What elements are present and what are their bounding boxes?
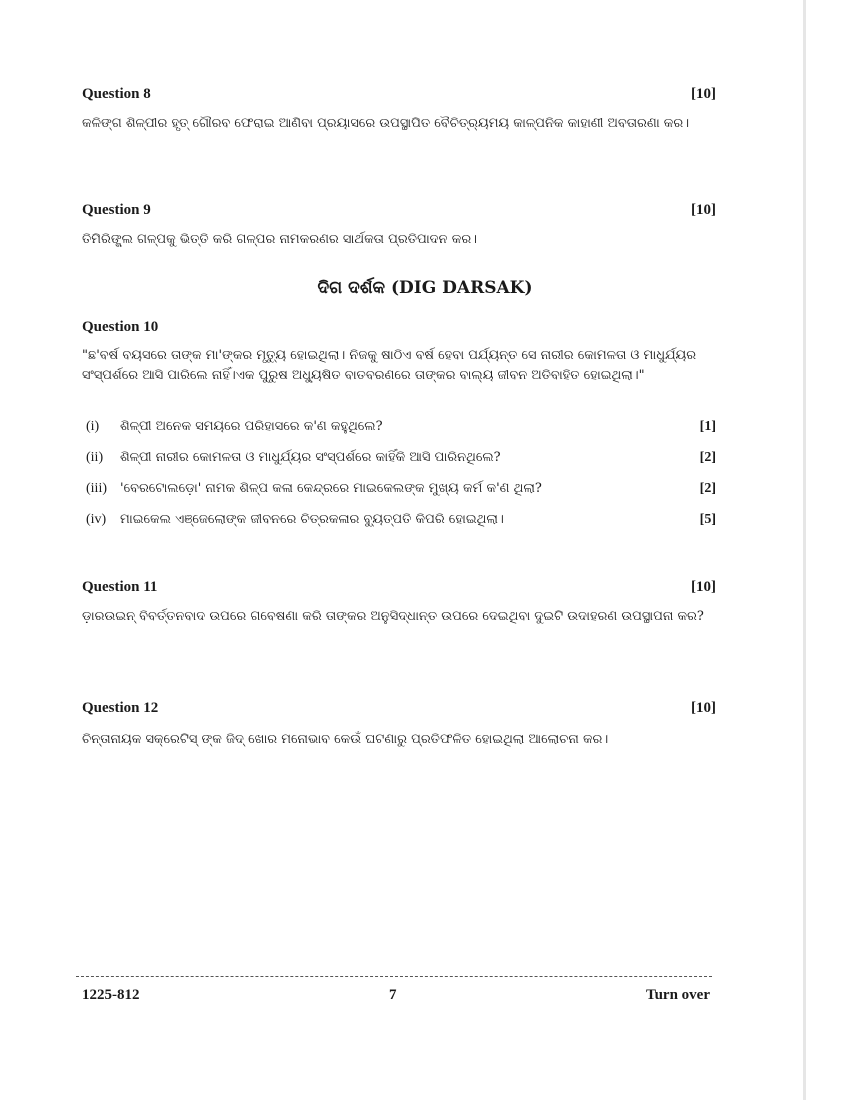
question-title: Question 8 bbox=[82, 86, 151, 102]
question-marks: [10] bbox=[691, 202, 716, 218]
question-9-text: ତିମିରିଙ୍ଗ୍ଲ ଗଳ୍ପକୁ ଭିତ୍ତି କରି ଗଳ୍ପର ନାମକରଣର ସାର୍ଥକତା ପ୍ରତିପାଦନ କର। bbox=[82, 232, 478, 247]
paper-code: 1225-812 bbox=[82, 987, 140, 1003]
question-marks: [10] bbox=[691, 579, 716, 595]
sub-question bbox=[86, 512, 716, 528]
question-title: Question 9 bbox=[82, 202, 151, 218]
sub-question-text: 'ବେରଟୋଲଡ଼ୋ' ନାମକ ଶିଳ୍ପ କଳା କେନ୍ଦ୍ରରେ ମାଇକେଲଙ୍କ ମୁଖ୍ୟ କର୍ମ କ'ଣ ଥିଲା? bbox=[120, 481, 542, 496]
question-11-text: ଡ଼ାରଉଇନ୍ ବିବର୍ତ୍ତନବାଦ ଉପରେ ଗବେଷଣା କରି ତାଙ୍କର ଅନୁସିଦ୍ଧାନ୍ତ ଉପରେ ଦେଇଥିବା ଦୁଇଟି ଉଦାହରଣ ଉପସ୍ଥାପନା କର? bbox=[82, 609, 704, 624]
sub-question bbox=[86, 481, 716, 497]
question-marks: [10] bbox=[691, 700, 716, 716]
section-title: ଦିଗ ଦର୍ଶକ (DIG DARSAK) bbox=[317, 278, 533, 298]
page-number: 7 bbox=[388, 987, 397, 1003]
sub-question bbox=[86, 419, 716, 435]
sub-question-number: (ii) bbox=[86, 450, 104, 465]
sub-question-text: ମାଇକେଲ ଏଞ୍ଜେଲୋଙ୍କ ଜୀବନରେ ଚିତ୍ରକଳାର ବ୍ୟୁତ୍ପତି କିପରି ହୋଇଥିଲା। bbox=[120, 512, 504, 527]
question-9-header bbox=[82, 202, 716, 219]
question-8-text: କଳିଙ୍ଗ ଶିଳ୍ପୀର ହୃତ୍ ଗୌରବ ଫେରାଇ ଆଣିବା ପ୍ରୟାସରେ ଉପସ୍ଥାପିତ ବୈଚିତ୍ର୍ୟମୟ କାଳ୍ପନିକ କାହାଣୀ ଅବତାରଣା କର। bbox=[82, 116, 690, 131]
footer-divider bbox=[76, 976, 712, 977]
question-12-header bbox=[82, 700, 716, 717]
sub-question-text: ଶିଳ୍ପୀ ନାରୀର କୋମଳତା ଓ ମାଧୁର୍ଯ୍ୟର ସଂସ୍ପର୍ଶରେ କାହିଁକି ଆସି ପାରିନଥିଲେ? bbox=[120, 450, 501, 465]
page-footer bbox=[82, 987, 710, 1004]
sub-question bbox=[86, 450, 716, 466]
question-title: Question 12 bbox=[82, 700, 159, 716]
question-8-header bbox=[82, 86, 716, 103]
sub-question-text: ଶିଳ୍ପୀ ଅନେକ ସମୟରେ ପରିହାସରେ କ'ଣ କହୁଥିଲେ? bbox=[120, 419, 383, 434]
sub-question-marks: [1] bbox=[699, 419, 716, 434]
question-11-header bbox=[82, 579, 716, 596]
question-10-header bbox=[82, 319, 716, 336]
question-marks: [10] bbox=[691, 86, 716, 102]
question-10-passage: "ଛ'ବର୍ଷ ବୟସରେ ତାଙ୍କ ମା'ଙ୍କର ମୃତ୍ୟୁ ହୋଇଥିଲା। ନିଜକୁ ଷାଠିଏ ବର୍ଷ ହେବା ପର୍ଯ୍ୟନ୍ତ ସେ ନାରୀର କୋମଳତା ଓ ମାଧୁର୍ଯ୍ୟର ସଂସ୍ପର୍ଶରେ ଆସି ପାରିଲେ ନାହିଁ।ଏକ ପୁରୁଷ ଅଧ୍ୟୁଷିତ ବାତବରଣରେ ତାଙ୍କର ବାଲ୍ୟ ଜୀବନ ଅତିବାହିତ ହୋଇଥିଲା।" bbox=[82, 348, 697, 383]
sub-question-number: (iii) bbox=[86, 481, 107, 496]
sub-question-marks: [2] bbox=[699, 481, 716, 496]
question-title: Question 11 bbox=[82, 579, 158, 595]
sub-question-marks: [5] bbox=[699, 512, 716, 527]
sub-question-marks: [2] bbox=[699, 450, 716, 465]
turn-over-label: Turn over bbox=[645, 987, 710, 1003]
sub-question-number: (iv) bbox=[86, 512, 107, 527]
question-12-text: ଚିନ୍ତାନାୟକ ସକ୍ରେଟିସ୍ ଙ୍କ ଜିଦ୍ ଖୋର ମନୋଭାବ କେଉଁ ଘଟଣାରୁ ପ୍ରତିଫଳିତ ହୋଇଥିଲା ଆଲୋଚନା କର। bbox=[82, 732, 609, 747]
page-edge-shadow bbox=[803, 0, 806, 1100]
sub-question-number: (i) bbox=[86, 419, 100, 434]
question-title: Question 10 bbox=[82, 319, 159, 335]
